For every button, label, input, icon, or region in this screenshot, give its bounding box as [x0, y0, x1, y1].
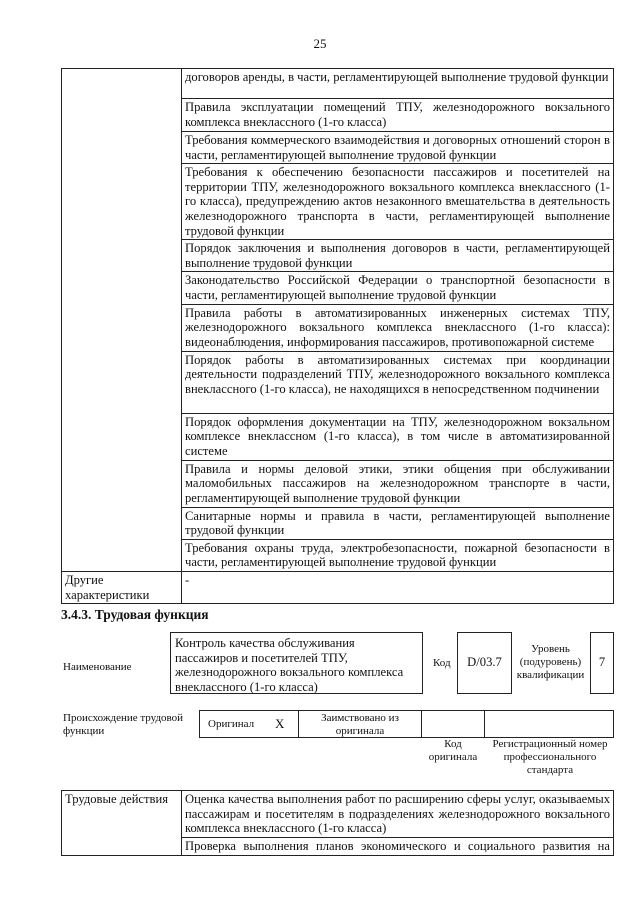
section-title: 3.4.3. Трудовая функция: [61, 607, 209, 622]
original-mark: X: [275, 716, 285, 731]
registration-number-caption: Регистрационный номер профессионального стандарта: [492, 738, 608, 776]
knowledge-requirements-table: [61, 68, 614, 604]
registration-number-box: [484, 710, 614, 738]
action-item: Оценка качества выполнения работ по расширению сферы услуг, оказываемых пассажирам и посетителям в подразделениях железнодорожного вокзального комплекса внеклассного (1-го класса): [182, 791, 614, 838]
requirement-item: Правила и нормы деловой этики, этики общения при обслуживании маломобильных пассажиров на железнодорожном транспорте в части, регламентирующей выполнение трудовой функции: [182, 460, 614, 507]
requirement-item: Санитарные нормы и правила в части, регламентирующей выполнение трудовой функции: [182, 507, 614, 539]
code-value-box: D/03.7: [457, 632, 512, 694]
origin-label: Происхождение трудовой функции: [63, 712, 184, 737]
function-name-box: Контроль качества обслуживания пассажиров и посетителей ТПУ, железнодорожного вокзального комплекса внеклассного (1-го класса): [170, 632, 423, 694]
requirement-item: Правила эксплуатации помещений ТПУ, железнодорожного вокзального комплекса внеклассного (1-го класса): [182, 99, 614, 132]
requirement-item: Правила работы в автоматизированных инженерных системах ТПУ, железнодорожного вокзального комплекса внеклассного (1-го класса): видеонаблюдения, информирования пассажиров, противопожарной системе: [182, 304, 614, 351]
labor-actions-table: [61, 790, 614, 856]
code-original-caption: Код оригинала: [428, 738, 478, 763]
borrowed-box: Заимствовано из оригинала: [298, 710, 422, 738]
requirement-item: Законодательство Российской Федерации о транспортной безопасности в части, регламентирующей выполнение трудовой функции: [182, 272, 614, 304]
requirement-item: Порядок заключения и выполнения договоров в части, регламентирующей выполнение трудовой функции: [182, 240, 614, 272]
requirement-item: Порядок работы в автоматизированных системах при координации деятельности подразделений ТПУ, железнодорожного вокзального комплекса внеклассного (1-го класса), не находящихся в непосредственном подчинении: [182, 351, 614, 413]
name-label: Наименование: [63, 661, 132, 673]
requirement-item: Порядок оформления документации на ТПУ, железнодорожном вокзальном комплексе внеклассном (1-го класса), в том числе в автоматизированной системе: [182, 413, 614, 460]
original-box: [199, 710, 299, 738]
action-item: Проверка выполнения планов экономического и социального развития на: [182, 838, 614, 856]
other-characteristics-label: Другие характеристики: [62, 571, 182, 603]
original-label: Оригинал: [208, 718, 255, 730]
requirement-item: договоров аренды, в части, регламентирующей выполнение трудовой функции: [182, 69, 614, 99]
level-value-box: 7: [590, 632, 614, 694]
level-label: Уровень (подуровень) квалификации: [516, 643, 585, 681]
other-characteristics-value: -: [182, 571, 614, 603]
code-original-box: [421, 710, 485, 738]
code-label: Код: [433, 657, 451, 669]
page-number: 25: [313, 36, 327, 51]
required-knowledge-label-cell: [62, 69, 182, 572]
labor-actions-label: Трудовые действия: [62, 791, 182, 856]
requirement-item: Требования коммерческого взаимодействия и договорных отношений сторон в части, регламентирующей выполнение трудовой функции: [182, 132, 614, 164]
requirement-item: Требования к обеспечению безопасности пассажиров и посетителей на территории ТПУ, железнодорожного вокзального комплекса внеклассного (1-го класса), предупреждению актов незаконного вмешательства в деятельность железнодорожного транспорта в части, регламентирующей выполнение трудовой функции: [182, 164, 614, 240]
requirement-item: Требования охраны труда, электробезопасности, пожарной безопасности в части, регламентирующей выполнение трудовой функции: [182, 539, 614, 571]
